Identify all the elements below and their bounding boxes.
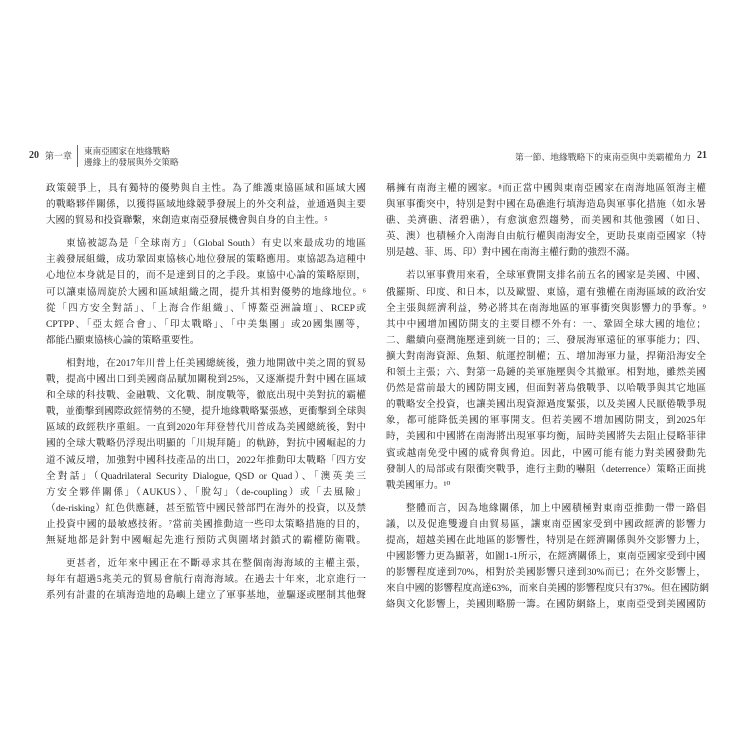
body-line: 賓或越南免受中國的威脅與脅迫。因此，中國可能有能力對美國發動先 [386,447,706,459]
header-divider [77,145,78,167]
running-title-line: 東南亞國家在地緣戰略 [84,146,170,156]
body-line: 時，美國和中國將在南海將出現軍事均衡，屆時美國將失去阻止侵略菲律 [386,431,706,443]
body-line: 國的全球大戰略仍浮現出明顯的「川規拜隨」的軌跡，對抗中國崛起的力 [46,438,366,450]
body-line: 無疑地都是針對中國崛起先進行預防式與圍堵封鎖式的霸權防衛戰。 [46,534,366,546]
body-line: 可以讓東協周旋於大國和區域組織之間，提升其相對優勢的地緣地位。⁶ [46,286,366,298]
body-line: 戰，並衝擊到國際政經情勢的丕變，提升地緣戰略緊張感，更衝擊到全球與 [46,406,366,418]
paragraph [46,356,366,549]
body-line: 戰，提高中國出口到美國商品賦加關稅到25%，又逐漸提升對中國在區域 [46,374,366,386]
running-title [84,146,179,168]
body-line: 都能凸顯東協核心論的策略重要性。 [46,334,200,346]
body-line: 象，都可能降低美國的軍事開支。但若美國不增加國防開支，到2025年 [386,415,706,427]
body-line: 稱擁有南海主權的國家。⁸而正當中國與東南亞國家在南海地區領海主權 [386,183,706,194]
body-line: 若以軍事費用來看，全球軍費開支排名前五名的國家是美國、中國、 [406,270,706,282]
body-line: 道不減反增，加強對中國科技產品的出口，2022年推動印太戰略「四方安 [46,454,366,466]
body-line: 俄羅斯、印度、和日本，以及歐盟、東協，還有強權在南海區域的政治安 [386,286,706,298]
body-line: 中國影響力更為顯著，如圖1-1所示，在經濟關係上，東南亞國家受到中國 [386,551,706,563]
body-line: 與軍事衝突中，特別是對中國在島礁進行填海造島與軍事化措施（如永暑 [386,199,706,211]
body-line: 二、繼續向臺灣施壓達到統一目的；三、發展海軍遠征的軍事能力；四、 [386,334,706,346]
body-line: 心地位本身就是目的，而不是達到目的之手段。東協中心論的策略原則， [46,270,366,282]
body-line: 的影響程度達到70%，相對於美國影響只達到30%而已；在外交影響上， [386,567,706,579]
body-line: 更甚者，近年來中國正在不斷尋求其在整個南海海域的主權主張， [66,558,366,570]
paragraph [386,501,709,614]
body-line: 全主張與經濟利益，勢必將其在南海地區的軍事衝突與影響力的爭奪。⁹ [386,302,706,314]
left-page-body [46,181,366,604]
body-line: 方安全夥伴關係」（AUKUS）、「脫勾」（de-coupling）或「去風險」 [46,486,366,498]
body-line: 區域的政經秩序重組。一直到2020年拜登替代川普成為美國總統後，對中 [46,422,366,434]
paragraph [46,181,366,229]
page-number: 20 [29,150,39,161]
running-title-line: 邊緣上的發展與外交策略 [84,157,179,167]
body-line: 和領土主張；六、對第一島鏈的美軍施壓與令其撤軍。相對地，雖然美國 [386,367,706,379]
body-line: 整體而言，因為地緣關係，加上中國積極對東南亞推動一帶一路倡 [406,502,706,514]
body-line: 英、澳）也積極介入南海自由航行權與南海安全，更助長東南亞國家（特 [386,231,706,243]
body-line: 的戰略安全投資，也讓美國出現資源過度緊張，以及美國人民厭倦戰爭現 [386,399,706,411]
body-line: 大國的貿易和投資聯繫，來創造東南亞發展機會與自身的自主性。⁵ [46,215,328,227]
section-title: 第一節、地緣戰略下的東南亞與中美霸權角力 [515,152,691,162]
page-number: 21 [697,150,707,161]
body-line: 擴大對南海資源、魚類、航運控制權；五、增加海軍力量，捍衛沿海安全 [386,350,706,362]
body-line: 絡與文化影響上，美國則略勝一籌。在國防網絡上，東南亞受到美國國防 [386,599,706,611]
body-line: 戰美國軍力。¹⁰ [386,479,451,491]
body-line: 東協被認為是「全球南方」（Global South）有史以來最成功的地區 [66,238,366,250]
chapter-label: 第一章 [45,151,73,161]
paragraph [46,236,366,349]
body-line: 全對話」（Quadrilateral Security Dialogue, QSD or Quad）、「澳英美三 [46,470,366,482]
right-page-body [386,181,709,613]
body-line: 從「四方安全對話」、「上海合作組織」、「博鰲亞洲論壇」、RCEP或 [46,302,366,314]
body-line: （de-risking）紅色供應鏈，甚至監管中國民營部門在海外的投資，以及禁 [46,502,366,514]
body-line: 每年有超過5兆美元的貿易會航行南海海域。在過去十年來，北京進行一 [46,574,366,586]
body-line: 政策競爭上，具有獨特的優勢與自主性。為了維護東協區域和區域大國 [46,183,366,194]
body-line: 系列有計畫的在填海造地的島嶼上建立了軍事基地，並驅逐或壓制其他聲 [46,590,366,602]
body-line: 和全球的科技戰、金融戰、文化戰、制度戰等，徹底出現中美對抗的霸權 [46,390,366,402]
paragraph [386,268,706,493]
body-line: 提高，超越美國在此地區的影響性，特別是在經濟關係與外交影響力上， [386,534,706,546]
body-line: 其中中國增加國防開支的主要目標不外有：一、鞏固全球大國的地位； [386,318,706,330]
body-line: 礁、美濟礁、渚碧礁），有愈演愈烈趨勢，而美國和其他強國（如日、 [386,215,706,227]
body-line: 議，以及促進雙邊自由貿易區，讓東南亞國家受到中國政經濟的影響力 [386,518,706,530]
body-line: 主義發展組織，成功鞏固東協核心地位發展的策略應用。東協認為這種中 [46,254,366,266]
body-line: 發制人的局部或有限衝突戰爭，進行主動的嚇阻（deterrence）策略正面挑 [386,463,706,475]
body-line: 的戰略夥伴關係，以獲得區域地緣競爭發展上的外交利益，並通過與主要 [46,199,366,211]
paragraph [386,181,706,261]
body-line: 別是越、菲、馬、印）對中國在南海主權行動的強烈不滿。 [386,247,636,259]
body-line: CPTPP、「亞太經合會」、「印太戰略」、「中美集團」或20國集團等， [46,318,366,330]
paragraph [46,556,366,604]
body-line: 止投資中國的最敏感技術。⁷當前美國推動這一些印太策略措施的目的， [46,518,366,530]
body-line: 來自中國的影響程度高達63%，而來自美國的影響程度只有37%。但在國防網 [386,583,709,595]
body-line: 仍然是當前最大的國防開支國，但面對著烏俄戰爭、以哈戰爭與其它地區 [386,383,706,395]
body-line: 相對地，在2017年川普上任美國總統後，強力地開啟中美之間的貿易 [66,357,366,369]
